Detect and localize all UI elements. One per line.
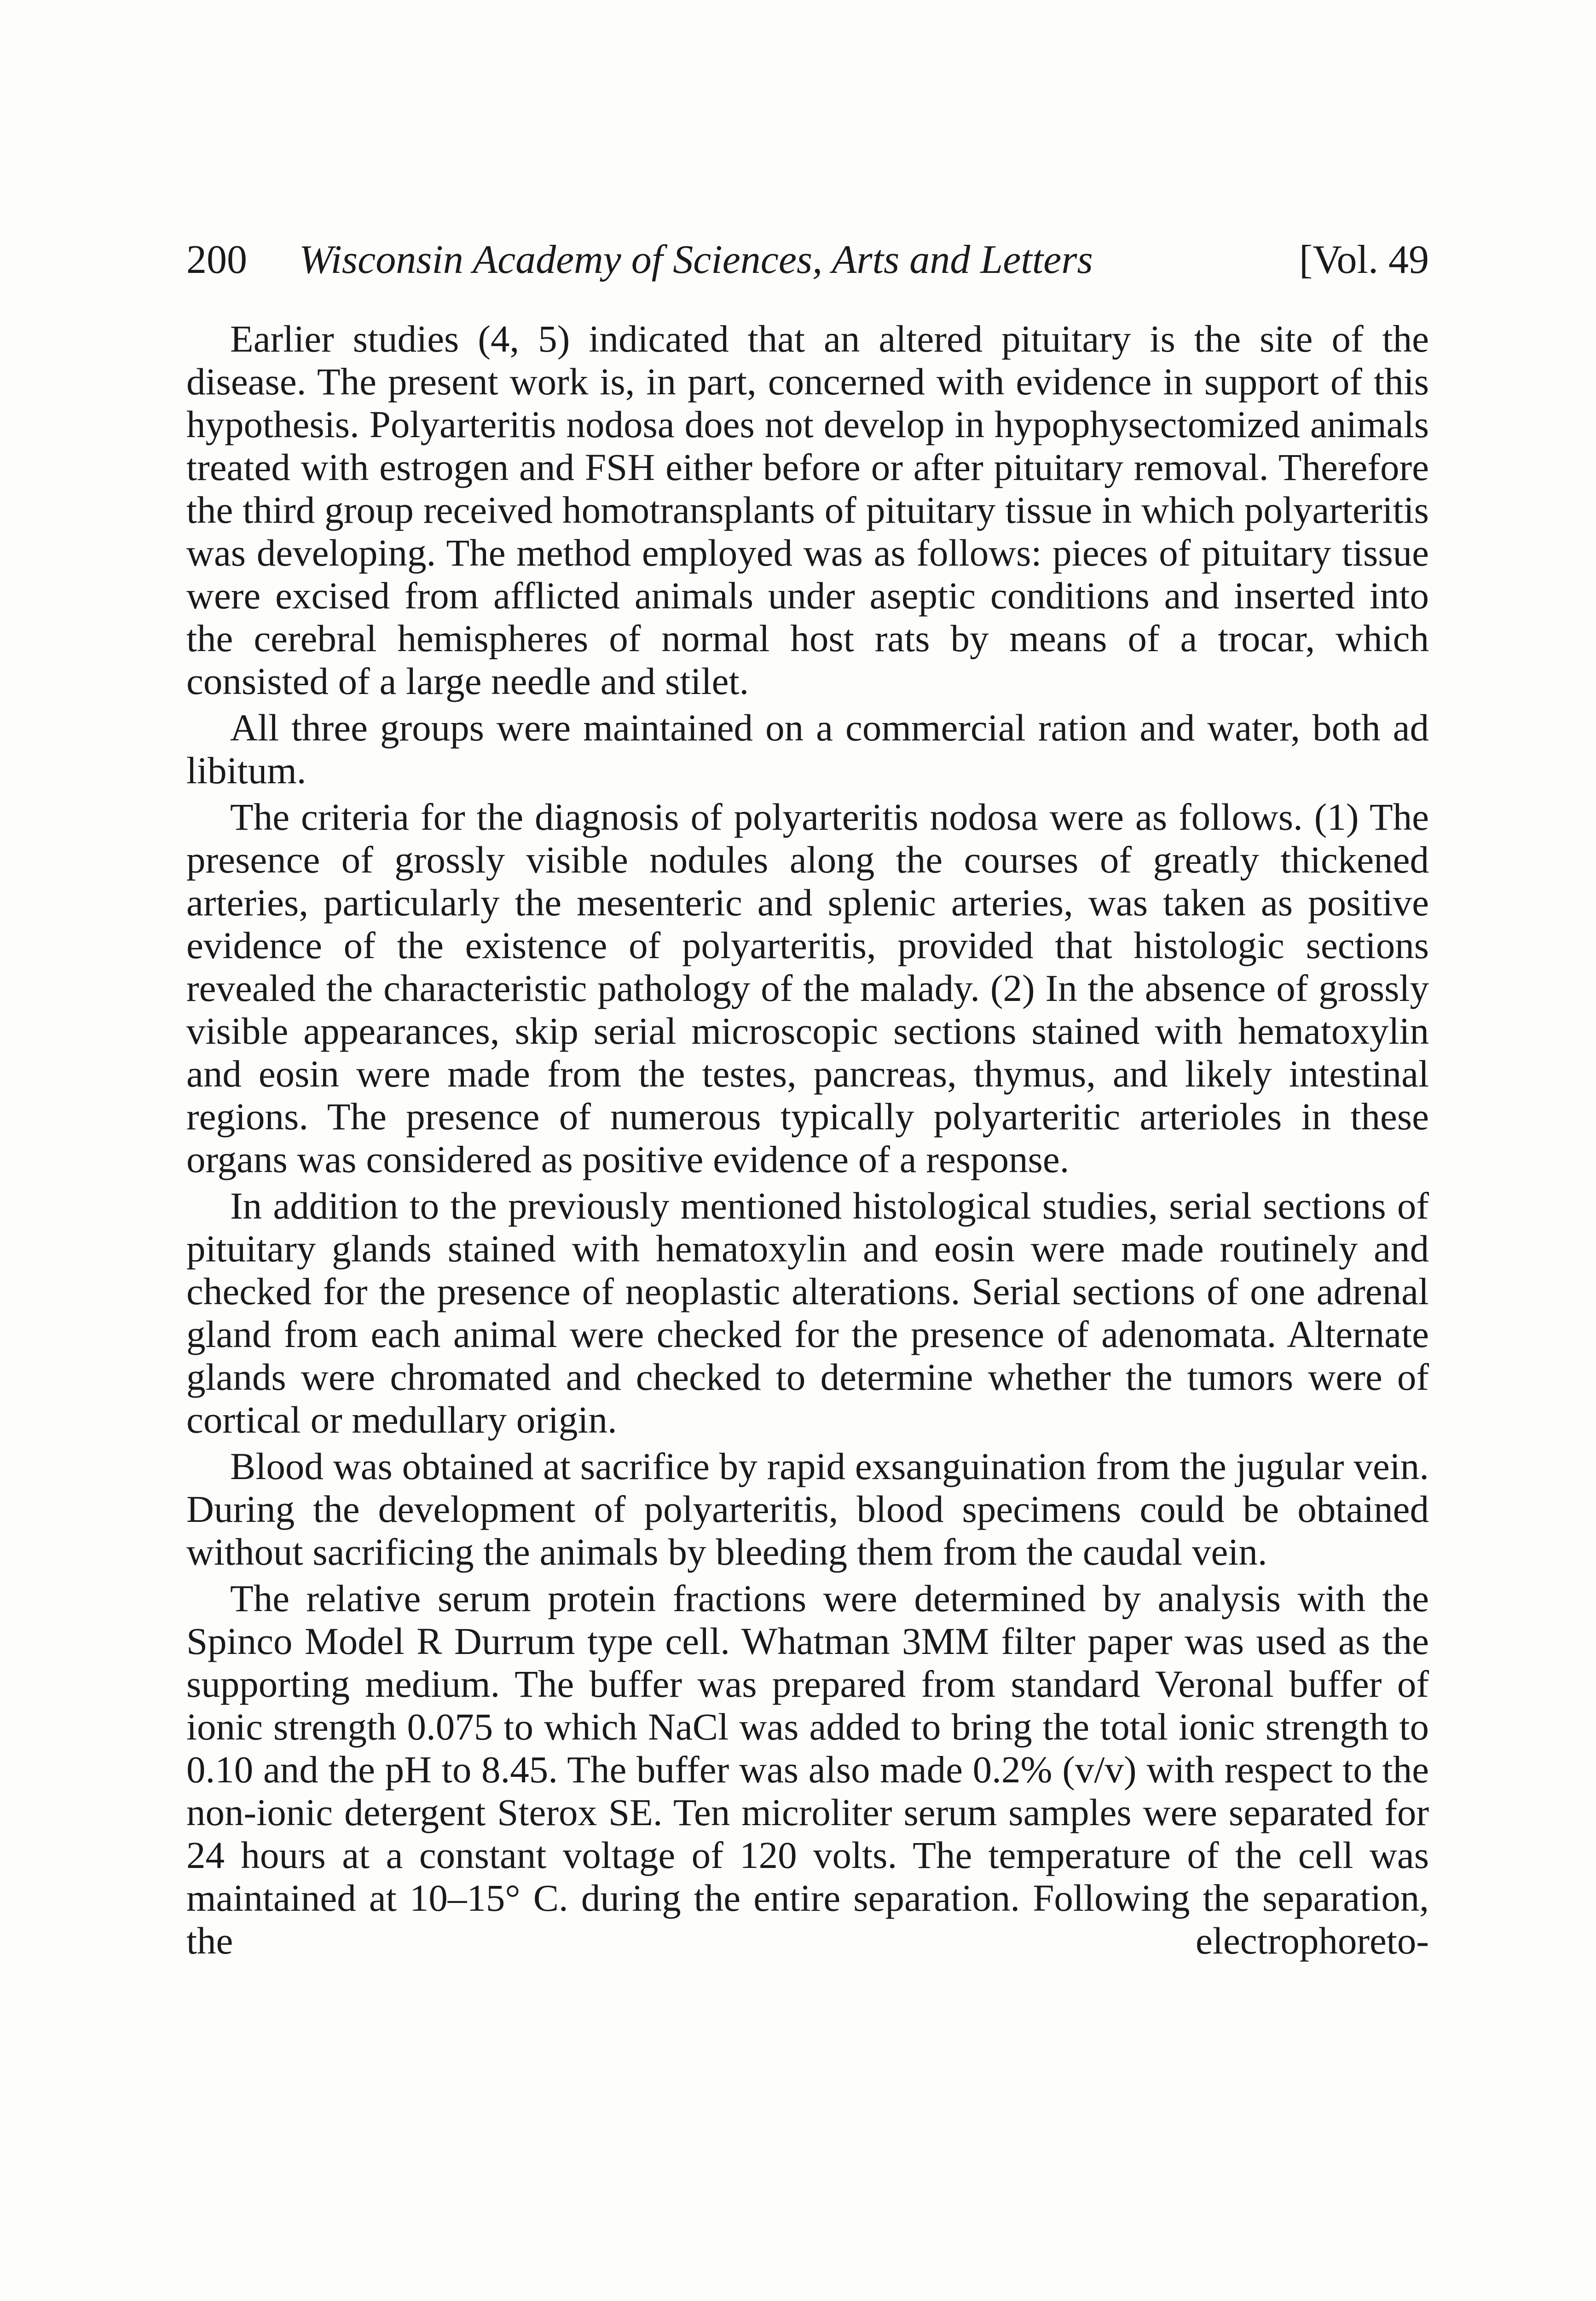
paragraph-histology: In addition to the previously mentioned histological studies, serial sections of pituitary glands stained with hematoxylin and eosin were made routinely and checked for the presence of neoplastic alterations. Serial sections of one adrenal gland from each animal were checked for the presence of adenomata. Alternate glands were chromated and checked to determine whether the tumors were of cortical or medullary origin. [186, 1185, 1429, 1441]
volume-label: [Vol. 49 [1299, 237, 1429, 282]
page-number: 200 [186, 237, 247, 282]
paragraph-pituitary-hypothesis: Earlier studies (4, 5) indicated that an altered pituitary is the site of the disease. The present work is, in part, concerned with evidence in support of this hypothesis. Polyarteritis nodosa does not develop in hypophysectomized animals treated with estrogen and FSH either before or after pituitary removal. Therefore the third group received homotransplants of pituitary tissue in which polyarteritis was developing. The method employed was as follows: pieces of pituitary tissue were excised from afflicted animals under aseptic conditions and inserted into the cerebral hemispheres of normal host rats by means of a trocar, which consisted of a large needle and stilet. [186, 318, 1429, 702]
journal-title: Wisconsin Academy of Sciences, Arts and Letters [299, 237, 1093, 282]
body-text [186, 318, 1429, 1966]
paragraph-diagnosis-criteria: The criteria for the diagnosis of polyarteritis nodosa were as follows. (1) The presence of grossly visible nodules along the courses of greatly thickened arteries, particularly the mesenteric and splenic arteries, was taken as positive evidence of the existence of polyarteritis, provided that histologic sections revealed the characteristic pathology of the malady. (2) In the absence of grossly visible appearances, skip serial microscopic sections stained with hematoxylin and eosin were made from the testes, pancreas, thymus, and likely intestinal regions. The presence of numerous typically polyarteritic arterioles in these organs was considered as positive evidence of a response. [186, 796, 1429, 1180]
paragraph-diet: All three groups were maintained on a commercial ration and water, both ad libitum. [186, 706, 1429, 792]
running-head [186, 230, 1429, 290]
paragraph-electrophoresis: The relative serum protein fractions were determined by analysis with the Spinco Model R Durrum type cell. Whatman 3MM filter paper was used as the supporting medium. The buffer was prepared from standard Veronal buffer of ionic strength 0.075 to which NaCl was added to bring the total ionic strength to 0.10 and the pH to 8.45. The buffer was also made 0.2% (v/v) with respect to the non-ionic detergent Sterox SE. Ten microliter serum samples were separated for 24 hours at a constant voltage of 120 volts. The temperature of the cell was maintained at 10–15° C. during the entire separation. Following the separation, the electrophoreto- [186, 1577, 1429, 1962]
paragraph-blood-collection: Blood was obtained at sacrifice by rapid exsanguination from the jugular vein. During the development of polyarteritis, blood specimens could be obtained without sacrificing the animals by bleeding them from the caudal vein. [186, 1445, 1429, 1573]
